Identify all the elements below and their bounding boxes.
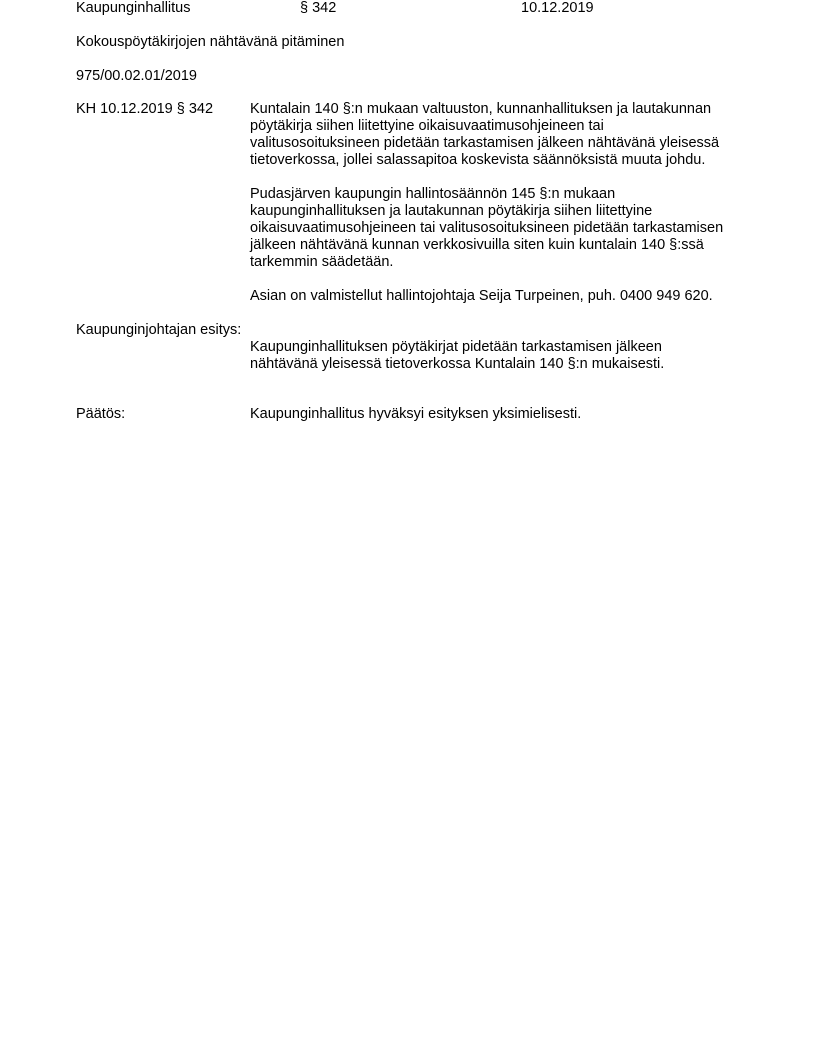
header-date: 10.12.2019	[521, 0, 594, 16]
record-number: 975/00.02.01/2019	[76, 68, 197, 84]
proposal-text	[250, 339, 740, 373]
decision-label: Päätös:	[76, 406, 126, 422]
kh-label: KH 10.12.2019 § 342	[76, 101, 214, 117]
paragraph-line: Kaupunginhallituksen pöytäkirjat pidetään tarkastamisen jälkeen	[250, 339, 662, 355]
paragraph-line: kaupunginhallituksen ja lautakunnan pöytäkirja siihen liitettyine	[250, 203, 653, 219]
paragraph-line: valitusosoituksineen pidetään tarkastamisen jälkeen nähtävänä yleisessä	[250, 135, 720, 151]
paragraph-line: oikaisuvaatimusohjeineen tai valitusosoituksineen pidetään tarkastamisen	[250, 220, 724, 236]
paragraph-line: pöytäkirja siihen liitettyine oikaisuvaatimusohjeineen tai	[250, 118, 604, 134]
document-title: Kokouspöytäkirjojen nähtävänä pitäminen	[76, 34, 345, 50]
header-section: § 342	[300, 0, 337, 16]
paragraph-line: tietoverkossa, jollei salassapitoa koskevista säännöksistä muuta johdu.	[250, 152, 706, 168]
proposal-label: Kaupunginjohtajan esitys:	[76, 322, 242, 338]
kh-paragraph-3	[250, 288, 740, 305]
kh-paragraph-1	[250, 101, 740, 169]
paragraph-line: Asian on valmistellut hallintojohtaja Seija Turpeinen, puh. 0400 949 620.	[250, 288, 713, 304]
paragraph-line: jälkeen nähtävänä kunnan verkkosivuilla siten kuin kuntalain 140 §:ssä	[250, 237, 704, 253]
paragraph-line: nähtävänä yleisessä tietoverkossa Kuntalain 140 §:n mukaisesti.	[250, 356, 665, 372]
decision-text: Kaupunginhallitus hyväksyi esityksen yksimielisesti.	[250, 406, 582, 422]
kh-paragraph-2	[250, 186, 740, 271]
paragraph-line: Kuntalain 140 §:n mukaan valtuuston, kunnanhallituksen ja lautakunnan	[250, 101, 712, 117]
header-body: Kaupunginhallitus	[76, 0, 191, 16]
paragraph-line: Pudasjärven kaupungin hallintosäännön 145 §:n mukaan	[250, 186, 616, 202]
paragraph-line: tarkemmin säädetään.	[250, 254, 394, 270]
